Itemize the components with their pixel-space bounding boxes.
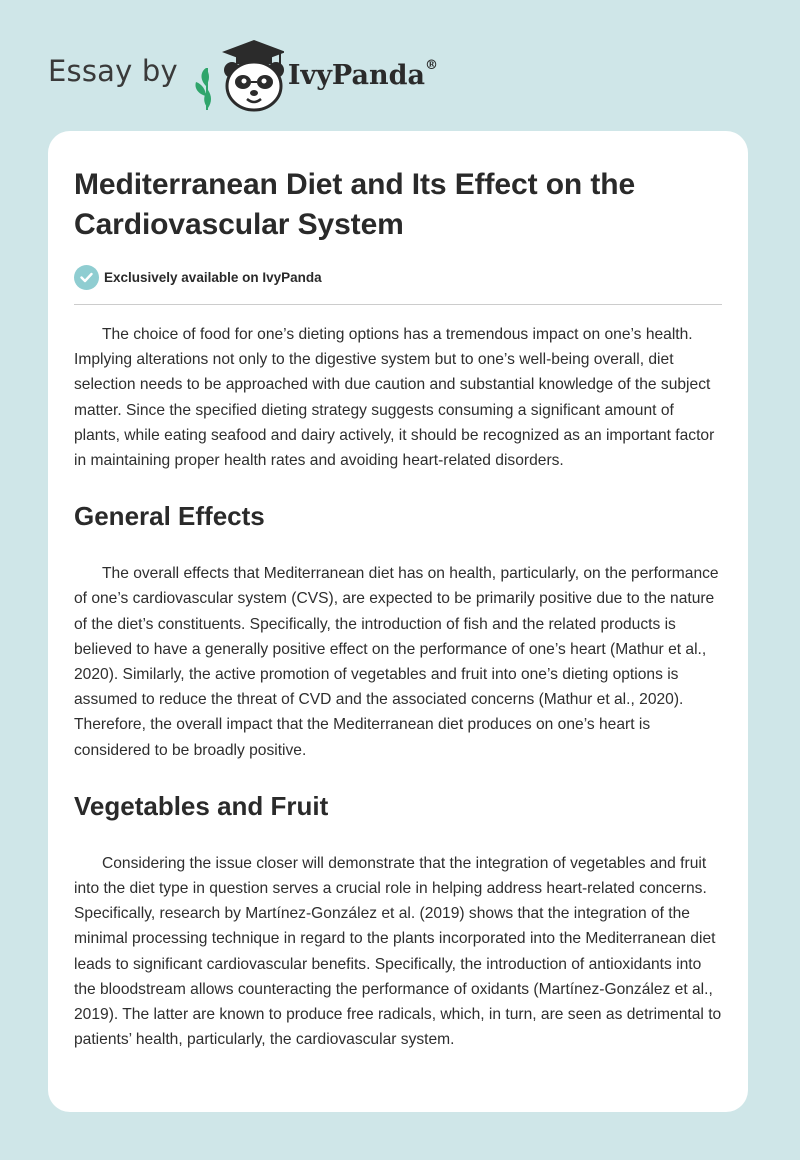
section-heading-general-effects: General Effects bbox=[74, 501, 265, 532]
page-title: Mediterranean Diet and Its Effect on the Cardiovascular System bbox=[74, 168, 636, 241]
essay-card bbox=[48, 131, 748, 1112]
section-paragraph-general-effects: The overall effects that Mediterranean diet has on health, particularly, on the performance of one’s cardiovascular system (CVS), are expected to be primarily positive due to the nature of the diet’s constituents. Specifically, the introduction of fish and the related products is believed to have a generally positive effect on the performance of one’s heart (Mathur et al., 2020). Similarly, the active promotion of vegetables and fruit into one’s dieting options is assumed to reduce the threat of CVD and the associated concerns (Mathur et al., 2020). Therefore, the overall impact that the Mediterranean diet produces on one’s heart is considered to be broadly positive. bbox=[74, 565, 719, 759]
divider bbox=[74, 304, 722, 305]
brand-prefix: Essay by bbox=[48, 54, 178, 88]
badge-text: Exclusively available on IvyPanda bbox=[104, 269, 322, 285]
panda-logo-icon bbox=[192, 36, 284, 112]
section-paragraph-vegetables-fruit: Considering the issue closer will demonstrate that the integration of vegetables and fruit into the diet type in question serves a crucial role in helping address heart-related concerns. Specifically, research by Martínez-González et al. (2019) shows that the integration of the minimal processing technique in regard to the plants incorporated into the Mediterranean diet leads to significant cardiovascular benefits. Specifically, the introduction of antioxidants into the bloodstream allows counteracting the performance of oxidants (Martínez-González et al., 2019). The latter are known to produce free radicals, which, in turn, are seen as detrimental to patients’ health, particularly, the cardiovascular system. bbox=[74, 854, 722, 1049]
section-heading-vegetables-fruit: Vegetables and Fruit bbox=[74, 790, 329, 821]
brand-name: IvyPanda® bbox=[287, 57, 438, 91]
intro-paragraph: The choice of food for one’s dieting options has a tremendous impact on one’s health. Implying alterations not only to the digestive system but to one’s well-being overall, diet selection needs to be approached with due caution and substantial knowledge of the subject matter. Since the specified dieting strategy suggests consuming a significant amount of plants, while eating seafood and dairy actively, it should be recognized as an important factor in maintaining proper health rates and avoiding heart-related disorders. bbox=[74, 326, 715, 470]
exclusive-badge bbox=[74, 263, 722, 291]
brand-header[interactable] bbox=[48, 36, 438, 112]
check-icon bbox=[74, 265, 99, 290]
